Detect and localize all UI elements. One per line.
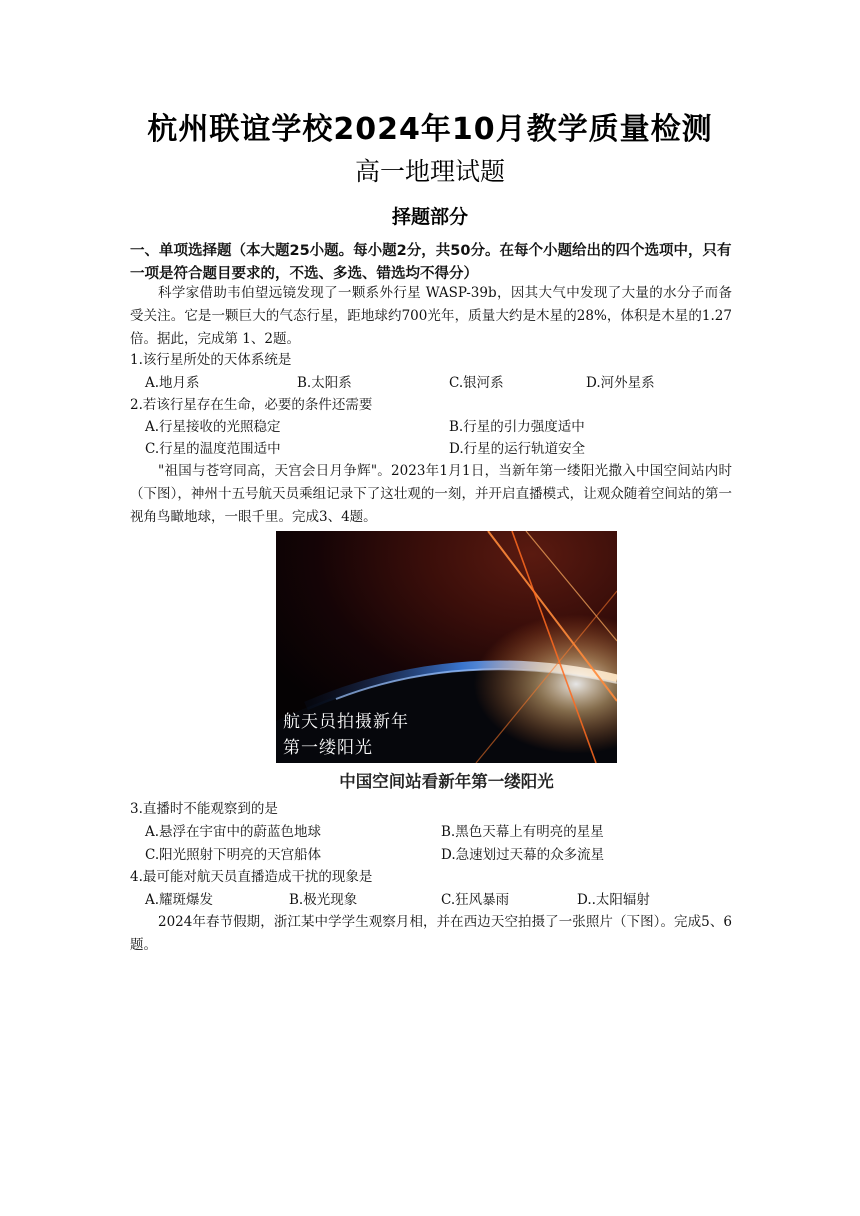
exam-subtitle: 高一地理试题 [354,157,505,186]
space-station-photo [276,531,617,763]
passage-1: 科学家借助韦伯望远镜发现了一颗系外行星 WASP-39b，因其大气中发现了大量的水分子而备受关注。它是一颗巨大的气态行星，距地球约700光年，质量大约是木星的28%，体积是木星的1.27倍。据此，完成第 1、2题。 [130,285,732,347]
q4-option-c: C.狂风暴雨 [441,892,510,908]
passage-3: 2024年春节假期，浙江某中学学生观察月相，并在西边天空拍摄了一张照片（下图）。完成5、6题。 [130,914,732,953]
q1-option-b: B.太阳系 [297,375,352,391]
question-4-stem: 4.最可能对航天员直播造成干扰的现象是 [130,869,373,885]
passage-2: "祖国与苍穹同高，天宫会日月争辉"。2023年1月1日，当新年第一缕阳光撒入中国空间站内时（下图），神州十五号航天员乘组记录下了这壮观的一刻，并开启直播模式，让观众随着空间站的第一视角鸟瞰地球，一眼千里。完成3、4题。 [130,463,732,525]
question-2-stem: 2.若该行星存在生命，必要的条件还需要 [130,397,373,413]
section-heading-text: 一、单项选择题（本大题25小题。每小题2分，共50分。在每个小题给出的四个选项中，只有一项是符合题目要求的，不选、多选、错选均不得分） [130,243,732,282]
q3-option-a: A.悬浮在宇宙中的蔚蓝色地球 [145,824,322,840]
photo-overlay-line-2: 第一缕阳光 [283,738,373,758]
q1-option-d: D.河外星系 [586,375,655,391]
question-3-stem: 3.直播时不能观察到的是 [130,801,278,817]
q2-option-d: D.行星的运行轨道安全 [449,441,586,457]
q3-option-c: C.阳光照射下明亮的天宫船体 [145,847,322,863]
q1-option-a: A.地月系 [145,375,200,391]
q3-option-d: D.急速划过天幕的众多流星 [441,847,605,863]
q2-option-c: C.行星的温度范围适中 [145,441,281,457]
exam-title: 杭州联谊学校2024年10月教学质量检测 [147,112,713,147]
photo-overlay-line-1: 航天员拍摄新年 [283,712,409,732]
q4-option-b: B.极光现象 [289,892,358,908]
section-heading [130,240,736,286]
q4-option-d: D..太阳辐射 [577,892,650,908]
part-heading: 择题部分 [391,206,468,228]
q3-option-b: B.黑色天幕上有明亮的星星 [441,824,604,840]
q2-option-b: B.行星的引力强度适中 [449,419,585,435]
q2-option-a: A.行星接收的光照稳定 [145,419,281,435]
q1-option-c: C.银河系 [449,375,504,391]
figure-caption: 中国空间站看新年第一缕阳光 [339,772,554,791]
question-1-stem: 1.该行星所处的天体系统是 [130,352,292,368]
q4-option-a: A.耀斑爆发 [145,892,214,908]
